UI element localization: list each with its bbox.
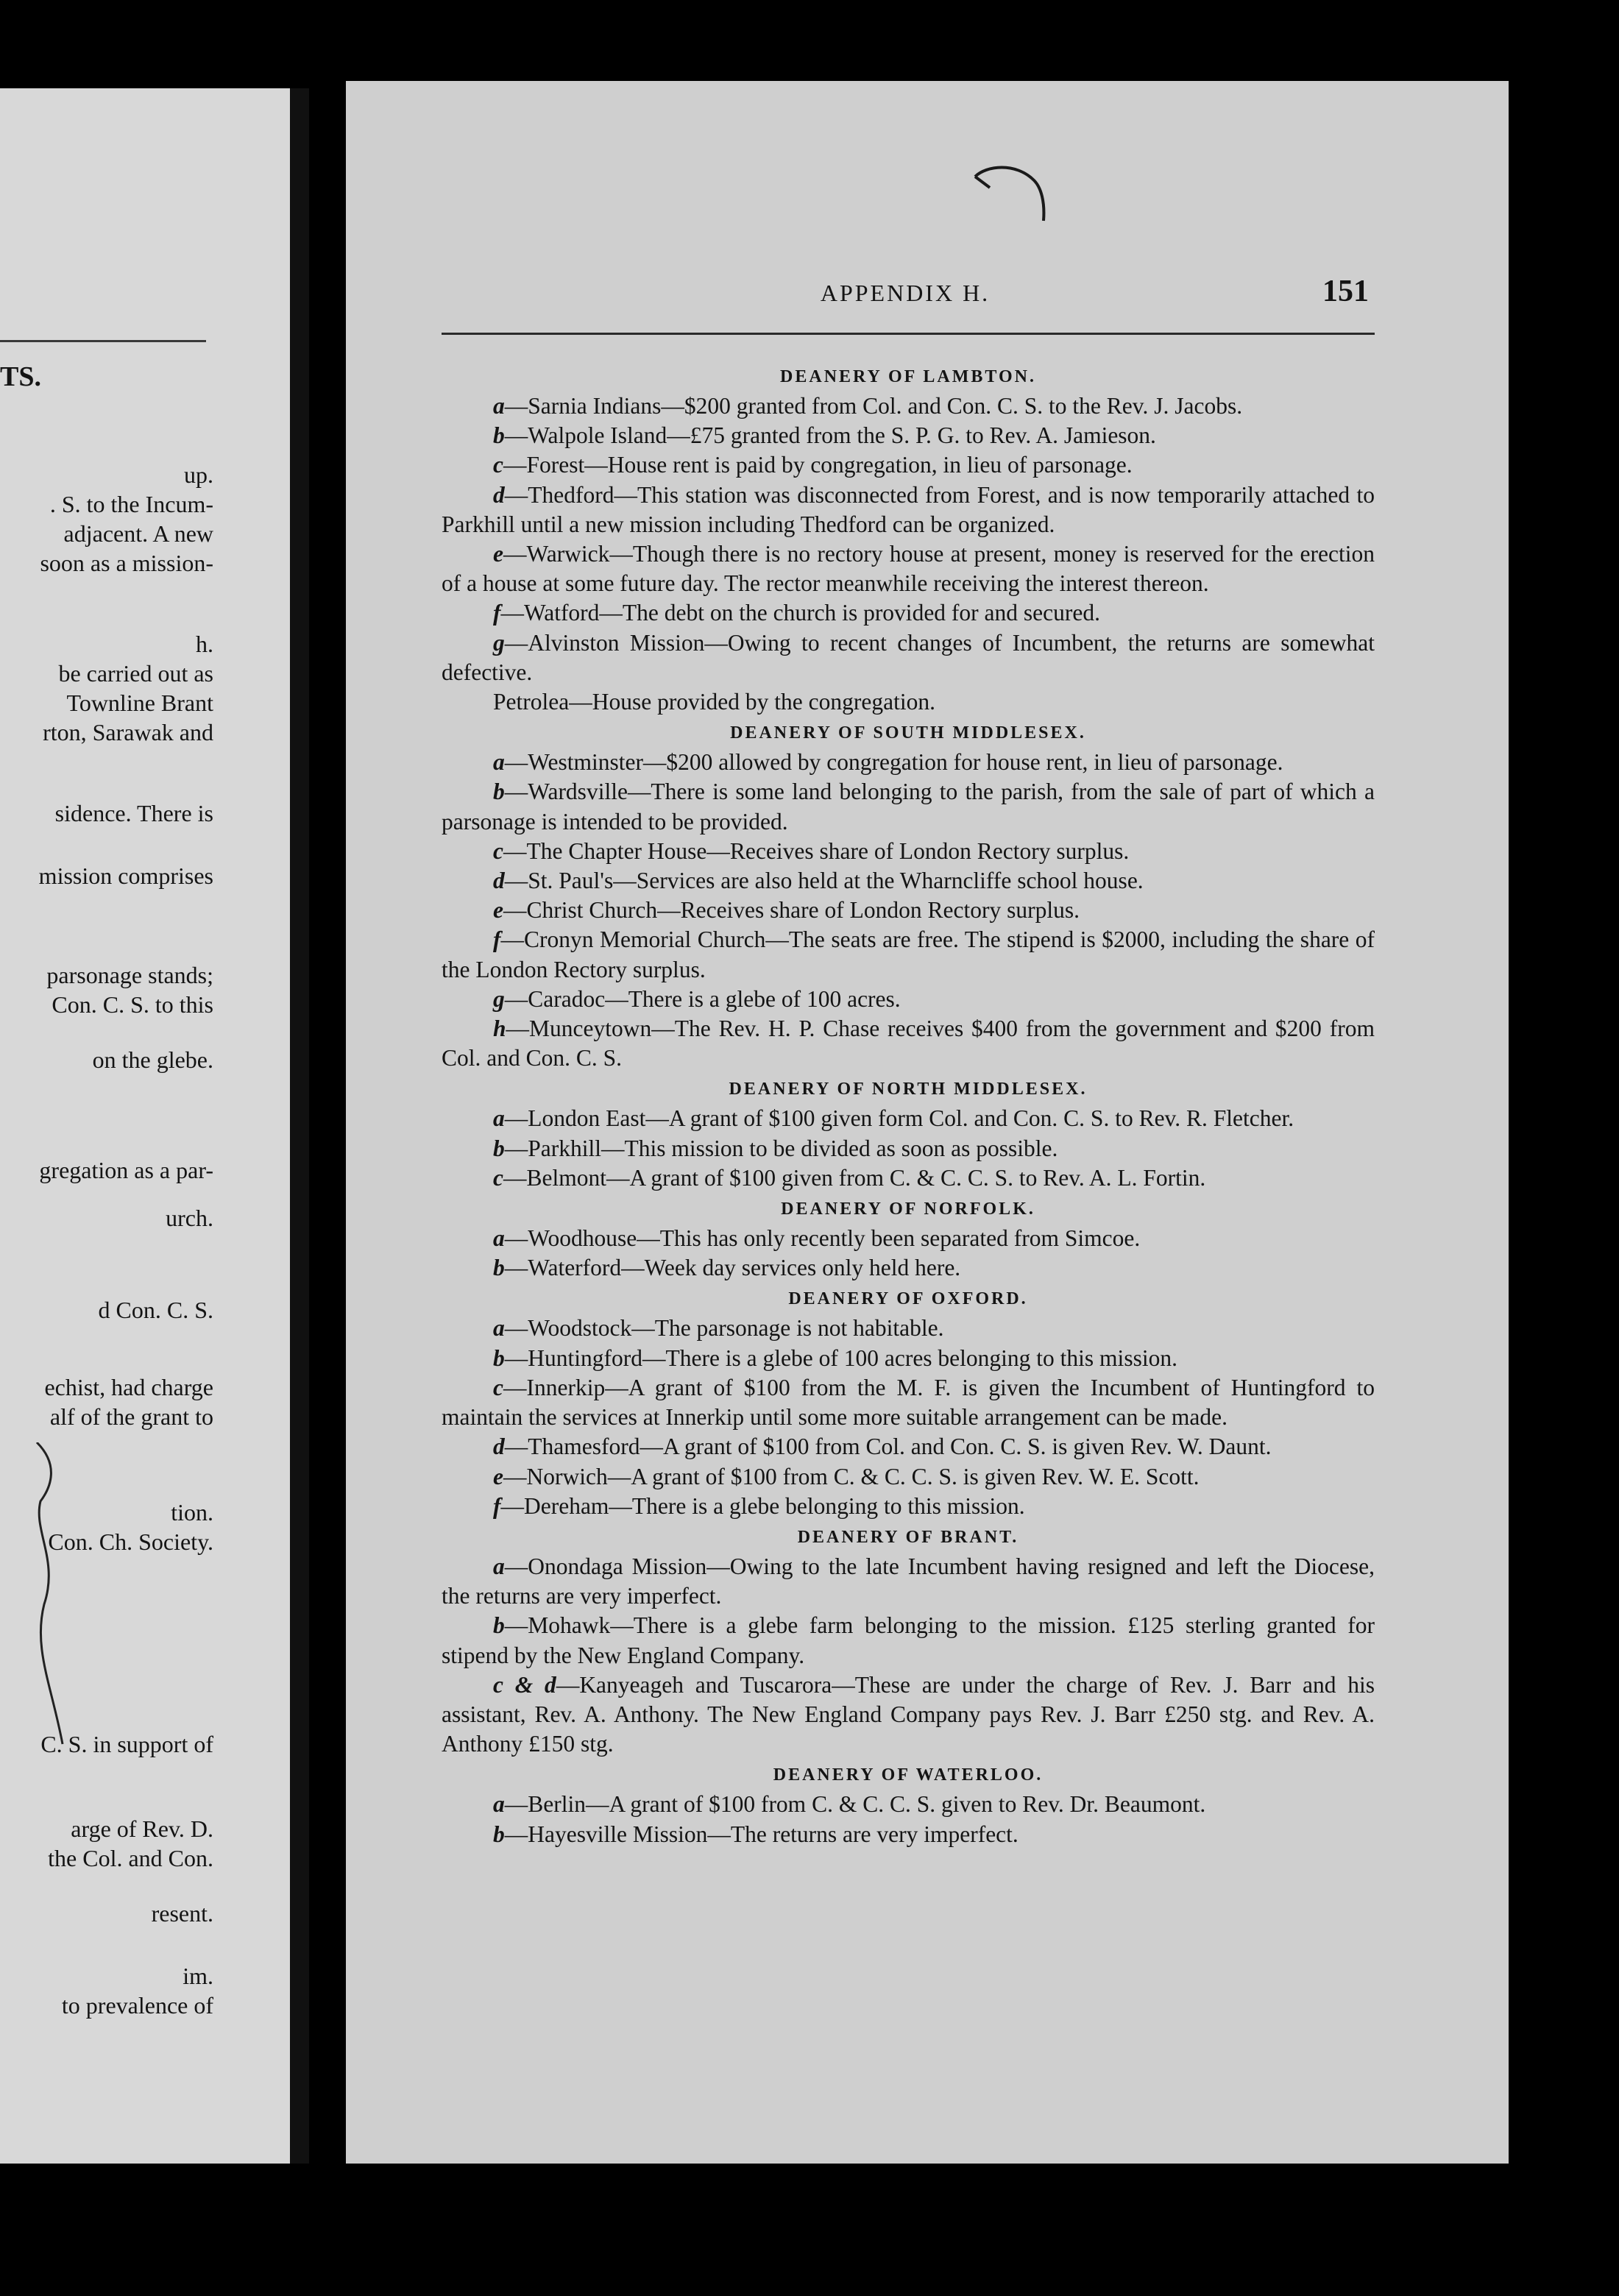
entry-key: f bbox=[493, 926, 501, 953]
left-page-line: C. S. in support of bbox=[40, 1731, 213, 1757]
entry-key: b bbox=[493, 1344, 505, 1371]
entry-text: —Sarnia Indians—$200 granted from Col. and Con. C. S. to the Rev. J. Jacobs. bbox=[504, 393, 1243, 419]
left-page-line: d Con. C. S. bbox=[98, 1297, 213, 1323]
entry-key: b bbox=[493, 1255, 505, 1281]
deanery-entry bbox=[442, 687, 1375, 717]
deanery-entry bbox=[442, 1373, 1375, 1432]
left-page-line: on the glebe. bbox=[92, 1046, 213, 1073]
entry-key: b bbox=[493, 1612, 505, 1639]
entry-key: a bbox=[493, 1791, 505, 1818]
deanery-entry bbox=[442, 1790, 1375, 1819]
deanery-heading: DEANERY OF OXFORD. bbox=[788, 1289, 1028, 1309]
entry-text: —London East—A grant of $100 given form Col. and Con. C. S. to Rev. R. Fletcher. bbox=[504, 1105, 1294, 1132]
left-page-line: . S. to the Incum- bbox=[49, 491, 213, 517]
entry-key: c bbox=[493, 1164, 503, 1191]
deanery-entry bbox=[442, 539, 1375, 598]
deanery-entry bbox=[442, 1552, 1375, 1611]
page-header bbox=[442, 274, 1369, 318]
entry-key: b bbox=[493, 1135, 505, 1161]
entry-text: —Westminster—$200 allowed by congregation for house rent, in lieu of parsonage. bbox=[504, 749, 1283, 776]
deanery-entry bbox=[442, 777, 1375, 836]
left-facing-page bbox=[0, 88, 309, 2164]
entry-text: —Woodhouse—This has only recently been separated from Simcoe. bbox=[504, 1225, 1141, 1252]
deanery-entry bbox=[442, 1224, 1375, 1253]
deanery-heading: DEANERY OF LAMBTON. bbox=[780, 367, 1036, 386]
left-page-line: Townline Brant bbox=[66, 690, 213, 716]
entry-text: —Huntingford—There is a glebe of 100 acres belonging to this mission. bbox=[504, 1344, 1177, 1371]
left-page-line: parsonage stands; bbox=[46, 962, 213, 988]
entry-key: b bbox=[493, 422, 505, 449]
entry-text: —Innerkip—A grant of $100 from the M. F. is given the Incumbent of Huntingford to maintain the services at Innerkip until some more suitable arrangement can be made. bbox=[442, 1374, 1375, 1431]
deanery-heading: DEANERY OF WATERLOO. bbox=[773, 1765, 1044, 1785]
deanery-entry bbox=[442, 1432, 1375, 1461]
entry-text: —Alvinston Mission—Owing to recent changes of Incumbent, the returns are somewhat defective. bbox=[442, 629, 1375, 685]
left-page-line: im. bbox=[183, 1963, 213, 1989]
deanery-heading: DEANERY OF NORTH MIDDLESEX. bbox=[729, 1080, 1088, 1099]
deanery-entry bbox=[442, 1492, 1375, 1521]
entry-text: —Walpole Island—£75 granted from the S. P. G. to Rev. A. Jamieson. bbox=[504, 422, 1156, 449]
entry-text: Petrolea—House provided by the congregation. bbox=[493, 689, 935, 715]
left-page-line: rton, Sarawak and bbox=[43, 719, 213, 745]
entry-key: d bbox=[493, 481, 505, 508]
left-heading-fragment: TS. bbox=[0, 361, 41, 392]
page-body bbox=[442, 361, 1375, 1849]
entry-text: —Warwick—Though there is no rectory house at present, money is reserved for the erection of a house at some future day. The rector meanwhile receiving the interest thereon. bbox=[442, 541, 1375, 597]
entry-key: a bbox=[493, 1105, 505, 1132]
left-page-line: sidence. There is bbox=[54, 800, 213, 826]
deanery-entry bbox=[442, 1820, 1375, 1849]
deanery-entry bbox=[442, 1344, 1375, 1373]
pencil-annotation-mark bbox=[29, 1442, 74, 1751]
left-page-line: echist, had charge bbox=[44, 1374, 213, 1400]
deanery-entry bbox=[442, 896, 1375, 925]
entry-text: —Waterford—Week day services only held here. bbox=[504, 1255, 961, 1281]
entry-key: c bbox=[493, 452, 503, 478]
deanery-entry bbox=[442, 1670, 1375, 1760]
entry-key: c bbox=[493, 1374, 503, 1400]
left-header-rule bbox=[0, 340, 206, 342]
deanery-heading: DEANERY OF SOUTH MIDDLESEX. bbox=[730, 723, 1086, 743]
entry-key: a bbox=[493, 1315, 505, 1342]
entry-key: e bbox=[493, 1463, 503, 1489]
header-rule bbox=[442, 333, 1375, 335]
entry-text: —Thedford—This station was disconnected from Forest, and is now temporarily attached to Parkhill until a new mission including Thedford can be organized. bbox=[442, 481, 1375, 537]
entry-text: —Norwich—A grant of $100 from C. & C. C. S. is given Rev. W. E. Scott. bbox=[503, 1463, 1200, 1489]
entry-text: —Kanyeageh and Tuscarora—These are under the charge of Rev. J. Barr and his assistant, Rev. A. Anthony. The New England Company pays Rev. J. Barr £250 stg. and Rev. A. Anthony £150 stg. bbox=[442, 1671, 1375, 1757]
entry-key: f bbox=[493, 600, 501, 626]
entry-key: c bbox=[493, 837, 503, 864]
entry-key: a bbox=[493, 1225, 505, 1252]
entry-text: —St. Paul's—Services are also held at the Wharncliffe school house. bbox=[504, 868, 1144, 894]
entry-text: —Woodstock—The parsonage is not habitable. bbox=[504, 1315, 944, 1342]
entry-text: —Berlin—A grant of $100 from C. & C. C. S. given to Rev. Dr. Beaumont. bbox=[504, 1791, 1206, 1818]
left-page-line: up. bbox=[184, 461, 213, 488]
book-gutter bbox=[290, 88, 309, 2164]
page-number: 151 bbox=[1322, 274, 1369, 308]
entry-text: —The Chapter House—Receives share of London Rectory surplus. bbox=[503, 837, 1130, 864]
left-page-line: gregation as a par- bbox=[39, 1157, 213, 1183]
entry-key: g bbox=[493, 985, 505, 1012]
entry-key: d bbox=[493, 868, 505, 894]
left-page-line: resent. bbox=[151, 1900, 213, 1927]
entry-text: —Watford—The debt on the church is provided for and secured. bbox=[500, 600, 1100, 626]
deanery-entry bbox=[442, 1104, 1375, 1133]
deanery-heading: DEANERY OF NORFOLK. bbox=[781, 1200, 1035, 1219]
deanery-entry bbox=[442, 421, 1375, 450]
deanery-entry bbox=[442, 481, 1375, 539]
entry-text: —Caradoc—There is a glebe of 100 acres. bbox=[504, 985, 901, 1012]
entry-text: —Wardsville—There is some land belonging to the parish, from the sale of part of which a parsonage is intended to be provided. bbox=[442, 779, 1375, 835]
entry-key: g bbox=[493, 629, 505, 656]
entry-key: c & d bbox=[493, 1671, 556, 1698]
left-page-line: urch. bbox=[166, 1205, 213, 1231]
left-page-line: tion. bbox=[171, 1499, 213, 1526]
deanery-entry bbox=[442, 391, 1375, 421]
deanery-entry bbox=[442, 1163, 1375, 1193]
running-head: APPENDIX H. bbox=[820, 280, 991, 306]
entry-key: d bbox=[493, 1434, 505, 1460]
entry-key: b bbox=[493, 1821, 505, 1847]
entry-text: —Thamesford—A grant of $100 from Col. and Con. C. S. is given Rev. W. Daunt. bbox=[504, 1434, 1272, 1460]
entry-key: a bbox=[493, 1553, 505, 1579]
entry-text: —Forest—House rent is paid by congregation, in lieu of parsonage. bbox=[503, 452, 1133, 478]
entry-key: e bbox=[493, 897, 503, 924]
deanery-entry bbox=[442, 1134, 1375, 1163]
left-page-line: adjacent. A new bbox=[63, 520, 213, 547]
deanery-entry bbox=[442, 1611, 1375, 1670]
deanery-entry bbox=[442, 748, 1375, 777]
pencil-mark bbox=[971, 162, 1060, 228]
left-page-line: to prevalence of bbox=[61, 1992, 213, 2019]
deanery-entry bbox=[442, 1314, 1375, 1343]
deanery-entry bbox=[442, 925, 1375, 984]
entry-text: —Cronyn Memorial Church—The seats are free. The stipend is $2000, including the share of the London Rectory surplus. bbox=[442, 926, 1375, 982]
deanery-entry bbox=[442, 450, 1375, 480]
deanery-entry bbox=[442, 985, 1375, 1014]
deanery-entry bbox=[442, 866, 1375, 896]
deanery-entry bbox=[442, 1014, 1375, 1073]
deanery-entry bbox=[442, 628, 1375, 687]
left-page-line: Con. Ch. Society. bbox=[48, 1528, 213, 1555]
entry-text: —Hayesville Mission—The returns are very imperfect. bbox=[504, 1821, 1018, 1847]
entry-key: b bbox=[493, 779, 505, 805]
left-page-line: alf of the grant to bbox=[49, 1403, 213, 1430]
entry-text: —Belmont—A grant of $100 given from C. & C. C. S. to Rev. A. L. Fortin. bbox=[503, 1164, 1206, 1191]
left-page-line: arge of Rev. D. bbox=[71, 1815, 213, 1842]
left-page-line: the Col. and Con. bbox=[48, 1845, 213, 1871]
left-page-line: be carried out as bbox=[58, 660, 213, 687]
left-page-line: soon as a mission- bbox=[40, 550, 213, 576]
entry-key: f bbox=[493, 1492, 501, 1519]
entry-key: a bbox=[493, 749, 505, 776]
deanery-heading: DEANERY OF BRANT. bbox=[797, 1527, 1019, 1547]
left-page-line: mission comprises bbox=[38, 862, 213, 889]
deanery-entry bbox=[442, 598, 1375, 628]
entry-key: h bbox=[493, 1016, 506, 1042]
deanery-entry bbox=[442, 1462, 1375, 1492]
entry-text: —Munceytown—The Rev. H. P. Chase receives $400 from the government and $200 from Col. and Con. C. S. bbox=[442, 1016, 1375, 1071]
entry-text: —Onondaga Mission—Owing to the late Incumbent having resigned and left the Diocese, the returns are very imperfect. bbox=[442, 1553, 1375, 1609]
book-page bbox=[346, 81, 1509, 2164]
entry-key: e bbox=[493, 541, 503, 567]
entry-text: —Dereham—There is a glebe belonging to this mission. bbox=[500, 1492, 1025, 1519]
entry-key: a bbox=[493, 393, 505, 419]
deanery-entry bbox=[442, 837, 1375, 866]
left-page-line: Con. C. S. to this bbox=[52, 991, 213, 1018]
entry-text: —Mohawk—There is a glebe farm belonging to the mission. £125 sterling granted for stipend by the New England Company. bbox=[442, 1612, 1375, 1668]
left-page-line: h. bbox=[196, 631, 213, 657]
entry-text: —Parkhill—This mission to be divided as soon as possible. bbox=[504, 1135, 1058, 1161]
entry-text: —Christ Church—Receives share of London Rectory surplus. bbox=[503, 897, 1080, 924]
deanery-entry bbox=[442, 1253, 1375, 1283]
